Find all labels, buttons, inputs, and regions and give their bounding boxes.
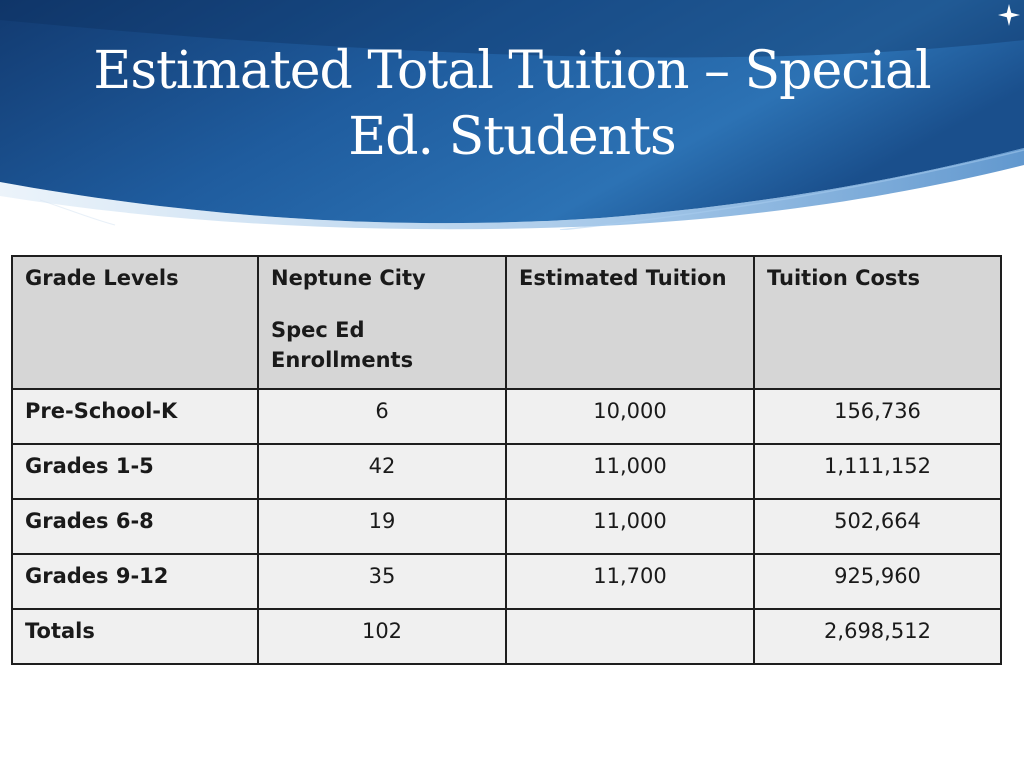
tuition-table — [11, 255, 1002, 665]
table-header-row — [12, 256, 1001, 389]
header-estimated-tuition: Estimated Tuition — [506, 256, 754, 389]
header-grade-levels: Grade Levels — [12, 256, 258, 389]
enrollments-cell: 19 — [258, 499, 506, 554]
tuition-cell: 11,000 — [506, 499, 754, 554]
header-spec-ed-enrollments: Spec Ed Enrollments — [271, 318, 414, 372]
costs-cell: 925,960 — [754, 554, 1001, 609]
grade-cell: Grades 9-12 — [12, 554, 258, 609]
header-tuition-costs: Tuition Costs — [754, 256, 1001, 389]
costs-cell: 1,111,152 — [754, 444, 1001, 499]
tuition-cell: 11,000 — [506, 444, 754, 499]
table-row — [12, 554, 1001, 609]
totals-row — [12, 609, 1001, 664]
table-row — [12, 389, 1001, 444]
costs-cell: 156,736 — [754, 389, 1001, 444]
grade-cell: Pre-School-K — [12, 389, 258, 444]
slide-title — [0, 38, 1024, 170]
tuition-cell: 11,700 — [506, 554, 754, 609]
grade-cell: Grades 6-8 — [12, 499, 258, 554]
enrollments-cell: 6 — [258, 389, 506, 444]
totals-tuition-cell — [506, 609, 754, 664]
totals-costs-cell: 2,698,512 — [754, 609, 1001, 664]
totals-label-cell: Totals — [12, 609, 258, 664]
tuition-cell: 10,000 — [506, 389, 754, 444]
costs-cell: 502,664 — [754, 499, 1001, 554]
table-row — [12, 499, 1001, 554]
enrollments-cell: 35 — [258, 554, 506, 609]
slide-title-line-2: Ed. Students — [348, 107, 676, 167]
table-row — [12, 444, 1001, 499]
enrollments-cell: 42 — [258, 444, 506, 499]
slide-title-line-1: Estimated Total Tuition – Special — [93, 41, 931, 101]
header-neptune-city-label: Neptune City — [271, 266, 426, 290]
totals-enrollments-cell: 102 — [258, 609, 506, 664]
star-icon — [998, 4, 1020, 26]
grade-cell: Grades 1-5 — [12, 444, 258, 499]
header-neptune-city — [258, 256, 506, 389]
